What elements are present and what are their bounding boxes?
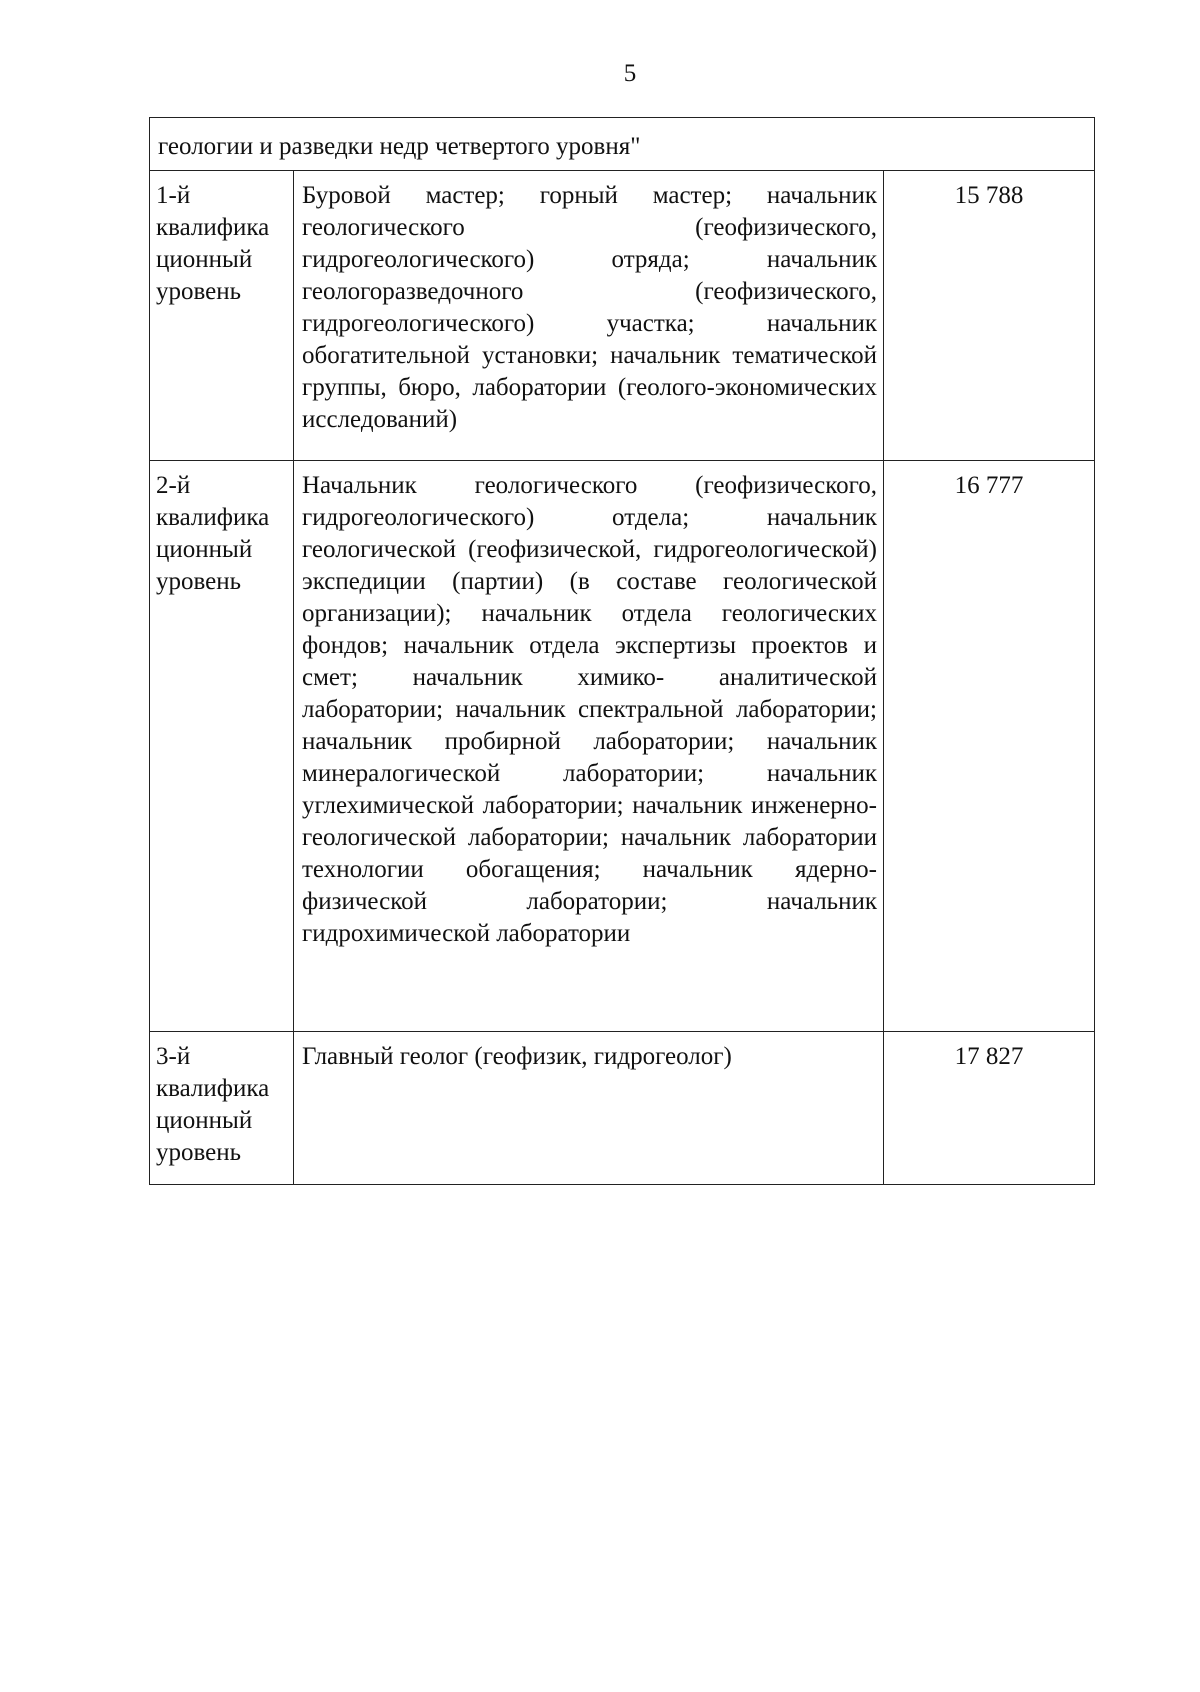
- salary-amount: 15 788: [884, 171, 1095, 461]
- page-number: 5: [623, 60, 637, 87]
- salary-amount: 16 777: [884, 461, 1095, 1032]
- qualification-level-cell: [150, 461, 294, 1032]
- level-line: квалифика: [156, 504, 270, 531]
- level-line: уровень: [156, 568, 242, 595]
- positions-description: Главный геолог (геофизик, гидрогеолог): [294, 1032, 884, 1185]
- level-line: ционный: [156, 536, 253, 563]
- level-line: уровень: [156, 278, 242, 305]
- salary-table: [149, 117, 1095, 1185]
- level-line: 3-й: [156, 1043, 191, 1070]
- level-line: квалифика: [156, 214, 270, 241]
- table-row: [150, 1032, 1095, 1185]
- level-line: ционный: [156, 246, 253, 273]
- table-row: [150, 171, 1095, 461]
- positions-description: Начальник геологического (геофизического, гидрогеологического) отдела; начальник геологической (геофизической, гидрогеологической) экспедиции (партии) (в составе геологической организации); начальник отдела геологических фондов; начальник отдела экспертизы проектов и смет; начальник химико- аналитической лаборатории; начальник спектральной лаборатории; начальник пробирной лаборатории; начальник минералогической лаборатории; начальник углехимической лаборатории; начальник инженерно-геологической лаборатории; начальник лаборатории технологии обогащения; начальник ядерно-физической лаборатории; начальник гидрохимической лаборатории: [294, 461, 884, 1032]
- level-line: ционный: [156, 1107, 253, 1134]
- level-line: уровень: [156, 1139, 242, 1166]
- level-line: 2-й: [156, 472, 191, 499]
- positions-description: Буровой мастер; горный мастер; начальник геологического (геофизического, гидрогеологического) отряда; начальник геологоразведочного (геофизического, гидрогеологического) участка; начальник обогатительной установки; начальник тематической группы, бюро, лаборатории (геолого-экономических исследований): [294, 171, 884, 461]
- level-line: квалифика: [156, 1075, 270, 1102]
- table-header-row: [150, 118, 1095, 171]
- salary-amount: 17 827: [884, 1032, 1095, 1185]
- qualification-level-cell: [150, 1032, 294, 1185]
- qualification-level-cell: [150, 171, 294, 461]
- level-line: 1-й: [156, 182, 191, 209]
- table-header-continuation: геологии и разведки недр четвертого уровня": [150, 118, 1095, 171]
- table-row: [150, 461, 1095, 1032]
